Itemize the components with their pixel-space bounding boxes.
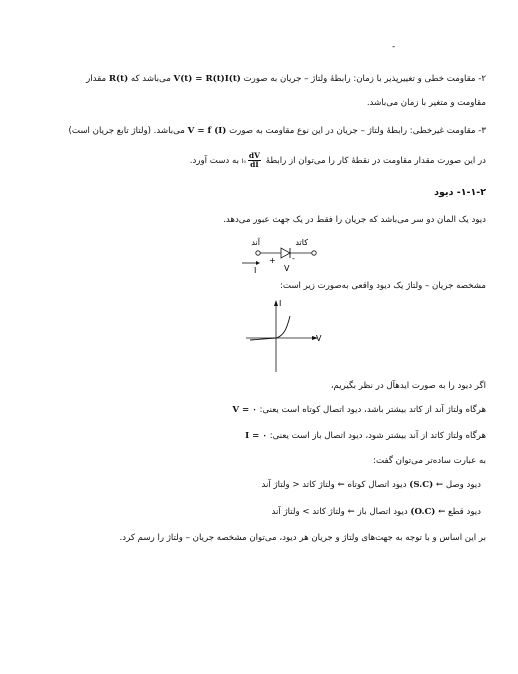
characteristic-caption: مشخصه جریان – ولتاژ یک دیود واقعی به‌صورت زیر است: <box>280 281 486 291</box>
minus-sign: - <box>292 254 295 263</box>
diode-intro: دیود یک المان دو سر می‌باشد که جریان را فقط در یک جهت عبور می‌دهد. <box>223 215 486 225</box>
linear-formula: V(t) = R(t)I(t) <box>173 74 241 84</box>
y-axis-label: I <box>279 299 282 308</box>
current-label: I <box>254 266 257 275</box>
current-arrow <box>256 261 260 265</box>
closing-line: بر این اساس و با توجه به جهت‌های ولتاژ و جریان هر دیود، می‌توان مشخصه جریان – ولتاژ را رسم کرد. <box>119 533 486 543</box>
ideal-intro: اگر دیود را به صورت ایدهآل در نظر بگیریم، <box>330 381 486 391</box>
iv-characteristic-plot <box>240 296 330 376</box>
nonlinear-resistance-line-2: در این صورت مقدار مقاومت در نقطهٔ کار را می‌توان از رابطهٔ $\frac{dV}{dI}$ I₀ به دست آورد. <box>189 151 486 169</box>
diode-triangle <box>281 248 290 258</box>
rule-on: دیود وصل ← (S.C) دیود اتصال کوتاه ← ولتاژ کاتد < ولتاژ آند <box>261 480 481 490</box>
cathode-label: کاتد <box>295 238 308 247</box>
linear-resistance-line-2: مقاومت و متغیر با زمان می‌باشد. <box>366 98 486 108</box>
voltage-label: V <box>284 264 290 273</box>
simpler-line: به عبارت ساده‌تر می‌توان گفت: <box>373 456 486 466</box>
anode-label: آند <box>251 238 260 247</box>
section-heading: ۱-۱-۲- دیود <box>434 187 486 198</box>
rule-off: دیود قطع ← (O.C) دیود اتصال باز ← ولتاژ کاتد > ولتاژ آند <box>271 507 481 517</box>
nonlinear-resistance-line: ۳- مقاومت غیرخطی: رابطهٔ ولتاژ – جریان در این نوع مقاومت به صورت V = f (I) می‌باشد. (ولتاژ تابع جریان است) <box>68 126 486 136</box>
r-term: R(t) <box>108 74 129 84</box>
diode-symbol-figure <box>238 236 328 276</box>
nonlinear-formula: V = f (I) <box>187 126 227 136</box>
derivative-fraction: $\frac{dV}{dI}$ <box>248 151 260 169</box>
x-axis-label: V <box>316 334 322 343</box>
ideal-forward-line: هرگاه ولتاژ آند از کاتد بیشتر باشد، دیود اتصال کوتاه است یعنی: V = ۰ <box>232 405 486 415</box>
ideal-reverse-line: هرگاه ولتاژ کاتد از آند بیشتر شود، دیود اتصال باز است یعنی: I = ۰ <box>245 431 486 441</box>
diode-curve <box>250 316 290 340</box>
linear-resistance-line: ۲- مقاومت خطی و تغییرپذیر با زمان: رابطهٔ ولتاژ – جریان به صورت V(t) = R(t)I(t) می‌باشد که R(t) مقدار <box>86 74 486 84</box>
header-mark: - <box>392 42 396 52</box>
plus-sign: + <box>269 256 276 265</box>
